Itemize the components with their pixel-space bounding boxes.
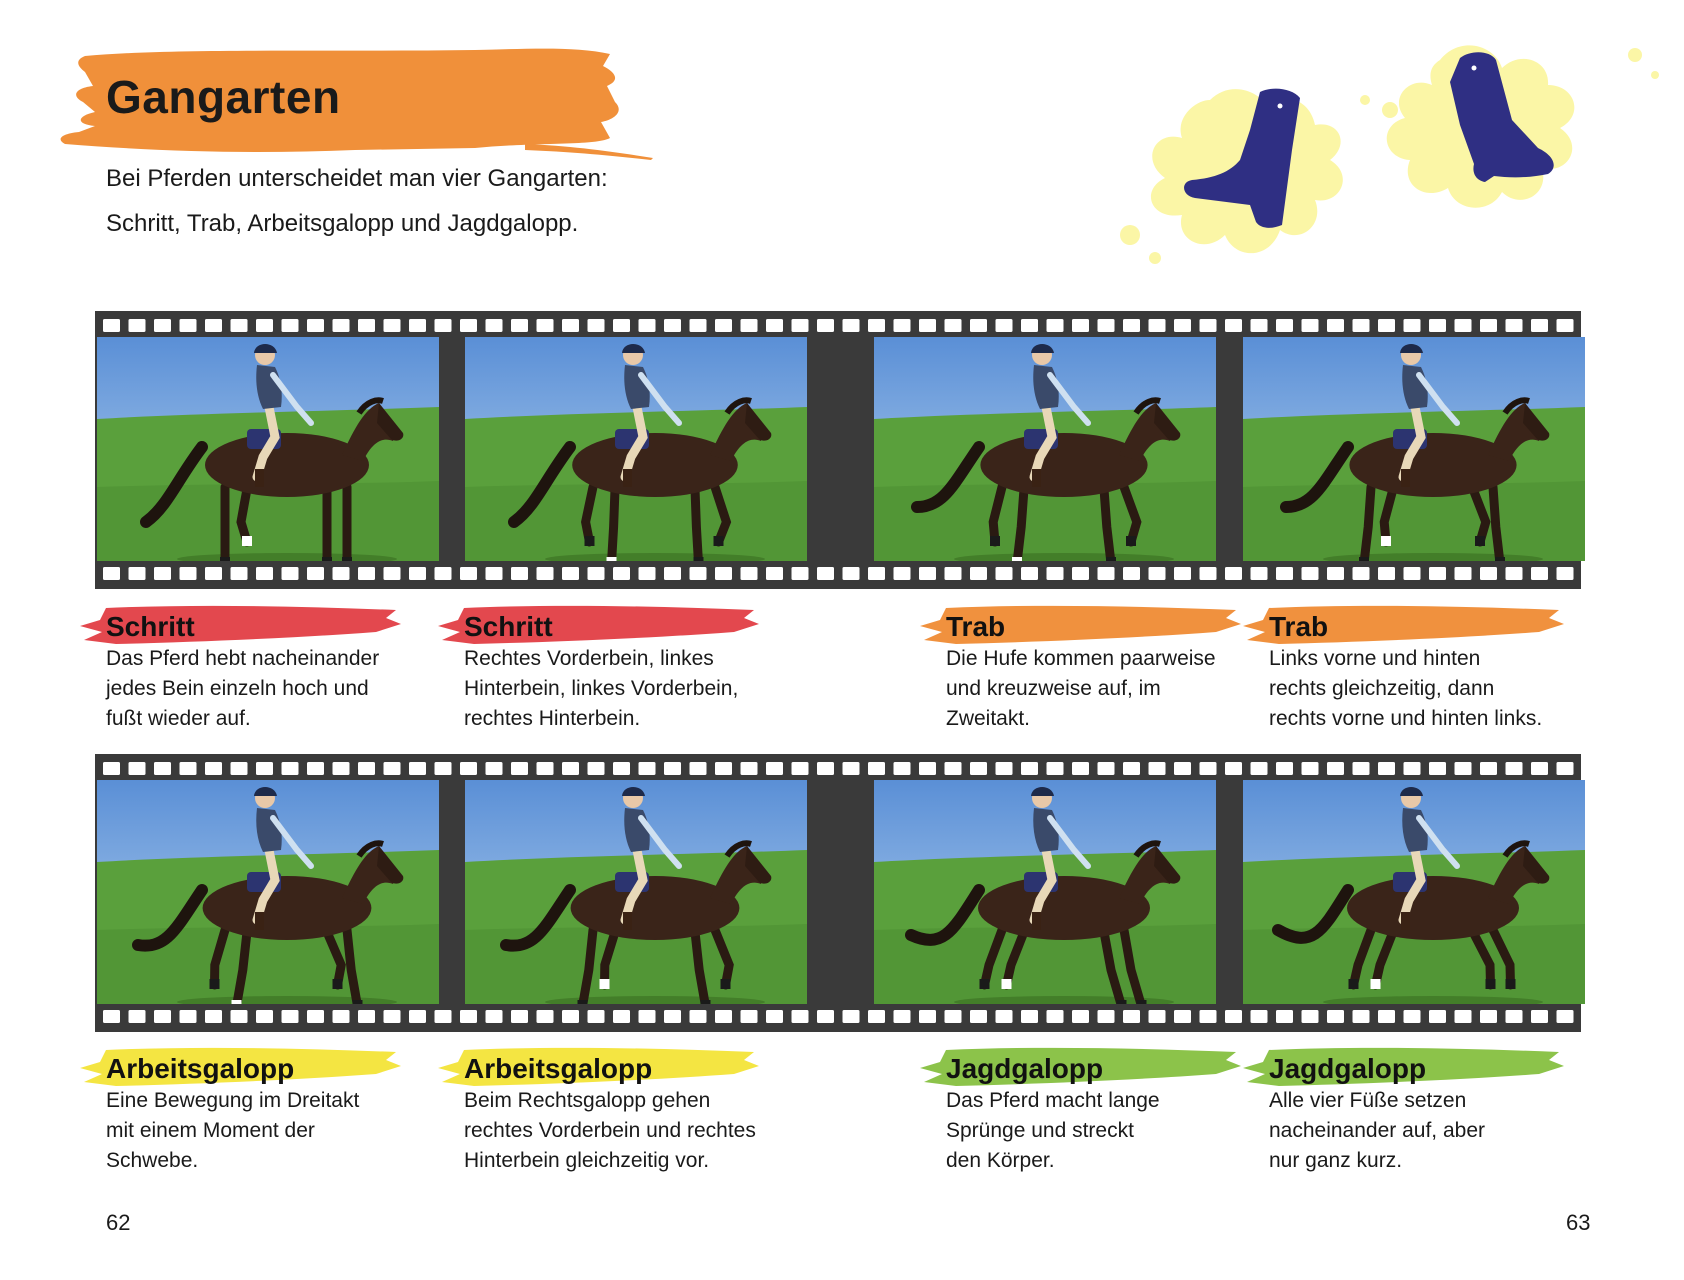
film-sprocket-hole bbox=[613, 567, 630, 580]
film-sprocket-hole bbox=[154, 319, 171, 332]
film-sprocket-hole bbox=[1557, 1010, 1574, 1023]
film-sprocket-hole bbox=[205, 567, 222, 580]
film-sprocket-hole bbox=[103, 762, 120, 775]
film-sprocket-hole bbox=[154, 567, 171, 580]
film-sprocket-hole bbox=[1098, 567, 1115, 580]
film-sprocket-hole bbox=[715, 319, 732, 332]
film-sprocket-hole bbox=[1251, 567, 1268, 580]
film-sprocket-hole bbox=[1123, 567, 1140, 580]
film-sprocket-hole bbox=[511, 1010, 528, 1023]
film-sprocket-hole bbox=[1123, 1010, 1140, 1023]
film-sprocket-hole bbox=[1378, 1010, 1395, 1023]
film-sprocket-hole bbox=[868, 567, 885, 580]
film-sprocket-hole bbox=[282, 567, 299, 580]
film-sprocket-hole bbox=[1404, 762, 1421, 775]
film-sprocket-hole bbox=[486, 319, 503, 332]
film-sprocket-hole bbox=[205, 319, 222, 332]
film-sprocket-hole bbox=[1123, 319, 1140, 332]
film-sprocket-hole bbox=[384, 567, 401, 580]
film-sprocket-hole bbox=[358, 762, 375, 775]
film-sprocket-hole bbox=[588, 762, 605, 775]
film-sprocket-hole bbox=[996, 319, 1013, 332]
film-sprocket-hole bbox=[1149, 567, 1166, 580]
film-sprocket-hole bbox=[409, 319, 426, 332]
film-sprocket-hole bbox=[460, 1010, 477, 1023]
film-sprocket-hole bbox=[333, 762, 350, 775]
film-sprocket-hole bbox=[868, 319, 885, 332]
film-sprocket-hole bbox=[231, 762, 248, 775]
caption-title: Schritt bbox=[106, 611, 195, 642]
film-sprocket-hole bbox=[1480, 762, 1497, 775]
film-sprocket-hole bbox=[766, 319, 783, 332]
film-sprocket-hole bbox=[460, 567, 477, 580]
film-sprocket-hole bbox=[537, 567, 554, 580]
film-sprocket-hole bbox=[690, 319, 707, 332]
film-sprocket-hole bbox=[1455, 567, 1472, 580]
film-sprocket-hole bbox=[435, 1010, 452, 1023]
film-sprocket-hole bbox=[715, 1010, 732, 1023]
caption-title: Jagdgalopp bbox=[946, 1053, 1104, 1084]
film-sprocket-hole bbox=[1047, 762, 1064, 775]
photo-jagdgalopp-2 bbox=[1243, 780, 1585, 1004]
caption-trab-2 bbox=[1269, 610, 1599, 734]
film-sprocket-hole bbox=[129, 762, 146, 775]
film-sprocket-hole bbox=[1429, 567, 1446, 580]
caption-title: Trab bbox=[946, 611, 1006, 642]
film-sprocket-hole bbox=[1531, 1010, 1548, 1023]
caption-line: rechtes Hinterbein. bbox=[464, 707, 641, 730]
horse-rider-photo bbox=[465, 337, 807, 561]
film-sprocket-hole bbox=[1047, 1010, 1064, 1023]
film-sprocket-hole bbox=[1276, 762, 1293, 775]
photo-jagdgalopp-1 bbox=[874, 780, 1216, 1004]
film-sprocket-hole bbox=[613, 762, 630, 775]
film-sprocket-hole bbox=[486, 1010, 503, 1023]
caption-jagdgalopp-2 bbox=[1269, 1052, 1599, 1176]
film-sprocket-hole bbox=[129, 319, 146, 332]
film-sprocket-hole bbox=[970, 319, 987, 332]
film-sprocket-hole bbox=[1429, 319, 1446, 332]
caption-title: Schritt bbox=[464, 611, 553, 642]
film-sprocket-hole bbox=[613, 1010, 630, 1023]
film-sprocket-hole bbox=[868, 1010, 885, 1023]
film-sprocket-hole bbox=[1174, 1010, 1191, 1023]
film-sprocket-hole bbox=[715, 567, 732, 580]
film-sprocket-hole bbox=[817, 567, 834, 580]
caption-line: Die Hufe kommen paarweise bbox=[946, 647, 1216, 670]
film-sprocket-hole bbox=[1327, 1010, 1344, 1023]
caption-line: rechts gleichzeitig, dann bbox=[1269, 677, 1495, 700]
riding-boots-icon bbox=[1110, 30, 1670, 280]
film-sprocket-hole bbox=[384, 319, 401, 332]
film-sprocket-hole bbox=[537, 762, 554, 775]
film-sprocket-hole bbox=[817, 1010, 834, 1023]
film-sprocket-hole bbox=[792, 567, 809, 580]
photo-arbeitsgalopp-2 bbox=[465, 780, 807, 1004]
film-sprocket-hole bbox=[129, 567, 146, 580]
film-sprocket-hole bbox=[1021, 319, 1038, 332]
film-sprocket-hole bbox=[996, 567, 1013, 580]
film-sprocket-hole bbox=[282, 1010, 299, 1023]
film-sprocket-hole bbox=[1174, 319, 1191, 332]
caption-schritt-1 bbox=[106, 610, 436, 734]
film-sprocket-hole bbox=[741, 762, 758, 775]
horse-rider-photo bbox=[874, 780, 1216, 1004]
film-sprocket-hole bbox=[919, 567, 936, 580]
caption-line: Schwebe. bbox=[106, 1149, 199, 1172]
caption-title: Arbeitsgalopp bbox=[464, 1053, 653, 1084]
film-sprocket-hole bbox=[970, 1010, 987, 1023]
film-sprocket-hole bbox=[1174, 762, 1191, 775]
page-number-right: 63 bbox=[1566, 1210, 1591, 1235]
caption-title: Arbeitsgalopp bbox=[106, 1053, 295, 1084]
film-sprocket-hole bbox=[1149, 319, 1166, 332]
film-sprocket-hole bbox=[588, 567, 605, 580]
film-sprocket-hole bbox=[1200, 1010, 1217, 1023]
film-sprocket-hole bbox=[1072, 567, 1089, 580]
film-sprocket-hole bbox=[1021, 762, 1038, 775]
film-sprocket-hole bbox=[1021, 567, 1038, 580]
film-sprocket-hole bbox=[945, 1010, 962, 1023]
film-strip-1 bbox=[95, 311, 1581, 589]
caption-title: Jagdgalopp bbox=[1269, 1053, 1427, 1084]
film-sprocket-hole bbox=[1276, 1010, 1293, 1023]
film-sprocket-hole bbox=[562, 1010, 579, 1023]
film-sprocket-hole bbox=[409, 762, 426, 775]
film-sprocket-hole bbox=[358, 319, 375, 332]
film-sprocket-hole bbox=[180, 319, 197, 332]
film-sprocket-hole bbox=[664, 762, 681, 775]
horse-rider-photo bbox=[874, 337, 1216, 561]
caption-line: Beim Rechtsgalopp gehen bbox=[464, 1089, 711, 1112]
film-sprocket-hole bbox=[894, 1010, 911, 1023]
film-sprocket-hole bbox=[1327, 762, 1344, 775]
film-sprocket-hole bbox=[231, 567, 248, 580]
caption-line: Hinterbein, linkes Vorderbein, bbox=[464, 677, 739, 700]
film-sprocket-hole bbox=[1455, 319, 1472, 332]
film-sprocket-hole bbox=[919, 1010, 936, 1023]
film-sprocket-hole bbox=[843, 762, 860, 775]
film-sprocket-hole bbox=[256, 319, 273, 332]
film-sprocket-hole bbox=[333, 1010, 350, 1023]
film-sprocket-hole bbox=[1353, 762, 1370, 775]
film-sprocket-hole bbox=[690, 1010, 707, 1023]
caption-line: Rechtes Vorderbein, linkes bbox=[464, 647, 714, 670]
film-sprocket-hole bbox=[766, 762, 783, 775]
film-sprocket-hole bbox=[1557, 762, 1574, 775]
film-sprocket-hole bbox=[460, 319, 477, 332]
film-sprocket-hole bbox=[1302, 567, 1319, 580]
film-sprocket-hole bbox=[1327, 567, 1344, 580]
photo-trab-2 bbox=[1243, 337, 1585, 561]
horse-rider-photo bbox=[465, 780, 807, 1004]
horse-rider-photo bbox=[97, 337, 439, 561]
photo-arbeitsgalopp-1 bbox=[97, 780, 439, 1004]
film-sprocket-hole bbox=[435, 567, 452, 580]
film-sprocket-hole bbox=[231, 1010, 248, 1023]
film-sprocket-hole bbox=[307, 567, 324, 580]
intro-line-1: Bei Pferden unterscheidet man vier Gangarten: bbox=[106, 165, 608, 192]
caption-schritt-2 bbox=[464, 610, 794, 734]
film-sprocket-hole bbox=[1225, 567, 1242, 580]
film-sprocket-hole bbox=[741, 1010, 758, 1023]
horse-rider-photo bbox=[1243, 337, 1585, 561]
caption-line: Zweitakt. bbox=[946, 707, 1031, 730]
film-sprocket-hole bbox=[1404, 1010, 1421, 1023]
film-sprocket-hole bbox=[1021, 1010, 1038, 1023]
film-sprocket-hole bbox=[945, 567, 962, 580]
film-sprocket-hole bbox=[1531, 319, 1548, 332]
film-sprocket-hole bbox=[103, 567, 120, 580]
caption-line: und kreuzweise auf, im bbox=[946, 677, 1161, 700]
film-sprocket-hole bbox=[945, 319, 962, 332]
film-sprocket-hole bbox=[1072, 762, 1089, 775]
film-sprocket-hole bbox=[996, 1010, 1013, 1023]
film-sprocket-hole bbox=[1123, 762, 1140, 775]
film-sprocket-hole bbox=[1200, 762, 1217, 775]
film-sprocket-hole bbox=[333, 567, 350, 580]
film-sprocket-hole bbox=[1455, 1010, 1472, 1023]
film-sprocket-hole bbox=[1302, 762, 1319, 775]
film-sprocket-hole bbox=[358, 1010, 375, 1023]
film-sprocket-hole bbox=[1404, 319, 1421, 332]
caption-line: Sprünge und streckt bbox=[946, 1119, 1134, 1142]
film-sprocket-hole bbox=[1072, 319, 1089, 332]
film-sprocket-hole bbox=[1378, 567, 1395, 580]
film-sprocket-hole bbox=[664, 1010, 681, 1023]
film-sprocket-hole bbox=[1047, 567, 1064, 580]
film-sprocket-hole bbox=[1276, 567, 1293, 580]
film-sprocket-hole bbox=[970, 567, 987, 580]
caption-arbeitsgalopp-2 bbox=[464, 1052, 794, 1176]
film-sprocket-hole bbox=[741, 567, 758, 580]
film-sprocket-hole bbox=[1557, 567, 1574, 580]
caption-jagdgalopp-1 bbox=[946, 1052, 1276, 1176]
film-sprocket-hole bbox=[1557, 319, 1574, 332]
caption-line: fußt wieder auf. bbox=[106, 707, 251, 730]
film-sprocket-hole bbox=[766, 567, 783, 580]
film-sprocket-hole bbox=[333, 319, 350, 332]
film-sprocket-hole bbox=[205, 1010, 222, 1023]
film-sprocket-hole bbox=[180, 762, 197, 775]
film-sprocket-hole bbox=[919, 319, 936, 332]
caption-line: Alle vier Füße setzen bbox=[1269, 1089, 1467, 1112]
film-sprocket-hole bbox=[1353, 1010, 1370, 1023]
film-sprocket-hole bbox=[103, 319, 120, 332]
film-sprocket-hole bbox=[1276, 319, 1293, 332]
film-sprocket-hole bbox=[103, 1010, 120, 1023]
film-sprocket-hole bbox=[792, 762, 809, 775]
film-sprocket-hole bbox=[715, 762, 732, 775]
film-sprocket-hole bbox=[690, 762, 707, 775]
film-sprocket-hole bbox=[282, 762, 299, 775]
film-sprocket-hole bbox=[486, 567, 503, 580]
film-sprocket-hole bbox=[180, 1010, 197, 1023]
photo-trab-1 bbox=[874, 337, 1216, 561]
film-sprocket-hole bbox=[664, 319, 681, 332]
film-sprocket-hole bbox=[766, 1010, 783, 1023]
film-sprocket-hole bbox=[1378, 762, 1395, 775]
film-sprocket-hole bbox=[1072, 1010, 1089, 1023]
film-sprocket-hole bbox=[639, 762, 656, 775]
film-sprocket-hole bbox=[1506, 567, 1523, 580]
horse-rider-photo bbox=[1243, 780, 1585, 1004]
page-number-left: 62 bbox=[106, 1210, 131, 1235]
film-sprocket-hole bbox=[1225, 1010, 1242, 1023]
film-sprocket-hole bbox=[1174, 567, 1191, 580]
caption-line: Das Pferd hebt nacheinander bbox=[106, 647, 380, 670]
film-sprocket-hole bbox=[970, 762, 987, 775]
film-sprocket-hole bbox=[1506, 762, 1523, 775]
film-sprocket-hole bbox=[792, 319, 809, 332]
intro-line-2: Schritt, Trab, Arbeitsgalopp und Jagdgalopp. bbox=[106, 210, 579, 237]
caption-arbeitsgalopp-1 bbox=[106, 1052, 436, 1176]
film-sprocket-hole bbox=[1098, 1010, 1115, 1023]
film-sprocket-hole bbox=[435, 319, 452, 332]
film-sprocket-hole bbox=[1480, 567, 1497, 580]
caption-trab-1 bbox=[946, 610, 1276, 734]
film-sprocket-hole bbox=[1429, 762, 1446, 775]
film-sprocket-hole bbox=[613, 319, 630, 332]
film-sprocket-hole bbox=[1429, 1010, 1446, 1023]
caption-line: Eine Bewegung im Dreitakt bbox=[106, 1089, 360, 1112]
film-sprocket-hole bbox=[205, 762, 222, 775]
film-sprocket-hole bbox=[1378, 319, 1395, 332]
horse-rider-photo bbox=[97, 780, 439, 1004]
film-sprocket-hole bbox=[231, 319, 248, 332]
film-sprocket-hole bbox=[1506, 319, 1523, 332]
film-sprocket-hole bbox=[817, 762, 834, 775]
film-sprocket-hole bbox=[817, 319, 834, 332]
film-sprocket-hole bbox=[639, 319, 656, 332]
film-sprocket-hole bbox=[409, 1010, 426, 1023]
caption-line: Das Pferd macht lange bbox=[946, 1089, 1160, 1112]
film-sprocket-hole bbox=[1251, 762, 1268, 775]
film-sprocket-hole bbox=[843, 1010, 860, 1023]
film-sprocket-hole bbox=[1251, 1010, 1268, 1023]
film-sprocket-hole bbox=[894, 762, 911, 775]
film-sprocket-hole bbox=[1225, 319, 1242, 332]
film-sprocket-hole bbox=[384, 762, 401, 775]
film-sprocket-hole bbox=[1480, 1010, 1497, 1023]
film-sprocket-hole bbox=[1200, 319, 1217, 332]
film-sprocket-hole bbox=[1200, 567, 1217, 580]
film-sprocket-hole bbox=[384, 1010, 401, 1023]
film-sprocket-hole bbox=[1506, 1010, 1523, 1023]
film-sprocket-hole bbox=[1480, 319, 1497, 332]
film-sprocket-hole bbox=[588, 319, 605, 332]
film-sprocket-hole bbox=[537, 319, 554, 332]
caption-line: mit einem Moment der bbox=[106, 1119, 315, 1142]
film-sprocket-hole bbox=[562, 567, 579, 580]
caption-title: Trab bbox=[1269, 611, 1329, 642]
film-sprocket-hole bbox=[1531, 567, 1548, 580]
film-sprocket-hole bbox=[1149, 1010, 1166, 1023]
film-sprocket-hole bbox=[919, 762, 936, 775]
film-sprocket-hole bbox=[256, 567, 273, 580]
film-sprocket-hole bbox=[460, 762, 477, 775]
film-sprocket-hole bbox=[307, 319, 324, 332]
film-sprocket-hole bbox=[562, 762, 579, 775]
film-sprocket-hole bbox=[511, 762, 528, 775]
film-sprocket-hole bbox=[664, 567, 681, 580]
film-sprocket-hole bbox=[639, 567, 656, 580]
film-sprocket-hole bbox=[868, 762, 885, 775]
caption-line: Hinterbein gleichzeitig vor. bbox=[464, 1149, 710, 1172]
film-sprocket-hole bbox=[792, 1010, 809, 1023]
film-sprocket-hole bbox=[588, 1010, 605, 1023]
film-sprocket-hole bbox=[1302, 1010, 1319, 1023]
film-sprocket-hole bbox=[129, 1010, 146, 1023]
film-sprocket-hole bbox=[639, 1010, 656, 1023]
film-sprocket-hole bbox=[256, 1010, 273, 1023]
film-sprocket-hole bbox=[256, 762, 273, 775]
film-sprocket-hole bbox=[1353, 319, 1370, 332]
film-sprocket-hole bbox=[435, 762, 452, 775]
film-sprocket-hole bbox=[1327, 319, 1344, 332]
film-sprocket-hole bbox=[1047, 319, 1064, 332]
film-sprocket-hole bbox=[996, 762, 1013, 775]
film-sprocket-hole bbox=[1149, 762, 1166, 775]
film-sprocket-hole bbox=[1251, 319, 1268, 332]
film-sprocket-hole bbox=[690, 567, 707, 580]
film-sprocket-hole bbox=[486, 762, 503, 775]
caption-line: Links vorne und hinten bbox=[1269, 647, 1481, 670]
caption-line: jedes Bein einzeln hoch und bbox=[106, 677, 369, 700]
photo-schritt-2 bbox=[465, 337, 807, 561]
film-sprocket-hole bbox=[945, 762, 962, 775]
film-sprocket-hole bbox=[1353, 567, 1370, 580]
film-sprocket-hole bbox=[282, 319, 299, 332]
film-sprocket-hole bbox=[511, 319, 528, 332]
film-sprocket-hole bbox=[511, 567, 528, 580]
film-sprocket-hole bbox=[1098, 762, 1115, 775]
film-sprocket-hole bbox=[154, 762, 171, 775]
film-sprocket-hole bbox=[1455, 762, 1472, 775]
film-sprocket-hole bbox=[537, 1010, 554, 1023]
caption-line: nacheinander auf, aber bbox=[1269, 1119, 1485, 1142]
caption-line: den Körper. bbox=[946, 1149, 1055, 1172]
page-title: Gangarten bbox=[106, 71, 341, 123]
film-sprocket-hole bbox=[843, 567, 860, 580]
caption-line: rechts vorne und hinten links. bbox=[1269, 707, 1543, 730]
film-sprocket-hole bbox=[180, 567, 197, 580]
film-sprocket-hole bbox=[1098, 319, 1115, 332]
photo-schritt-1 bbox=[97, 337, 439, 561]
film-sprocket-hole bbox=[894, 567, 911, 580]
film-sprocket-hole bbox=[1531, 762, 1548, 775]
film-sprocket-hole bbox=[358, 567, 375, 580]
film-sprocket-hole bbox=[409, 567, 426, 580]
film-sprocket-hole bbox=[307, 1010, 324, 1023]
film-sprocket-hole bbox=[843, 319, 860, 332]
film-sprocket-hole bbox=[307, 762, 324, 775]
film-sprocket-hole bbox=[1225, 762, 1242, 775]
film-strip-2 bbox=[95, 754, 1581, 1032]
film-sprocket-hole bbox=[741, 319, 758, 332]
film-sprocket-hole bbox=[154, 1010, 171, 1023]
caption-line: rechtes Vorderbein und rechtes bbox=[464, 1119, 756, 1142]
film-sprocket-hole bbox=[1404, 567, 1421, 580]
caption-line: nur ganz kurz. bbox=[1269, 1149, 1403, 1172]
film-sprocket-hole bbox=[894, 319, 911, 332]
film-sprocket-hole bbox=[1302, 319, 1319, 332]
film-sprocket-hole bbox=[562, 319, 579, 332]
